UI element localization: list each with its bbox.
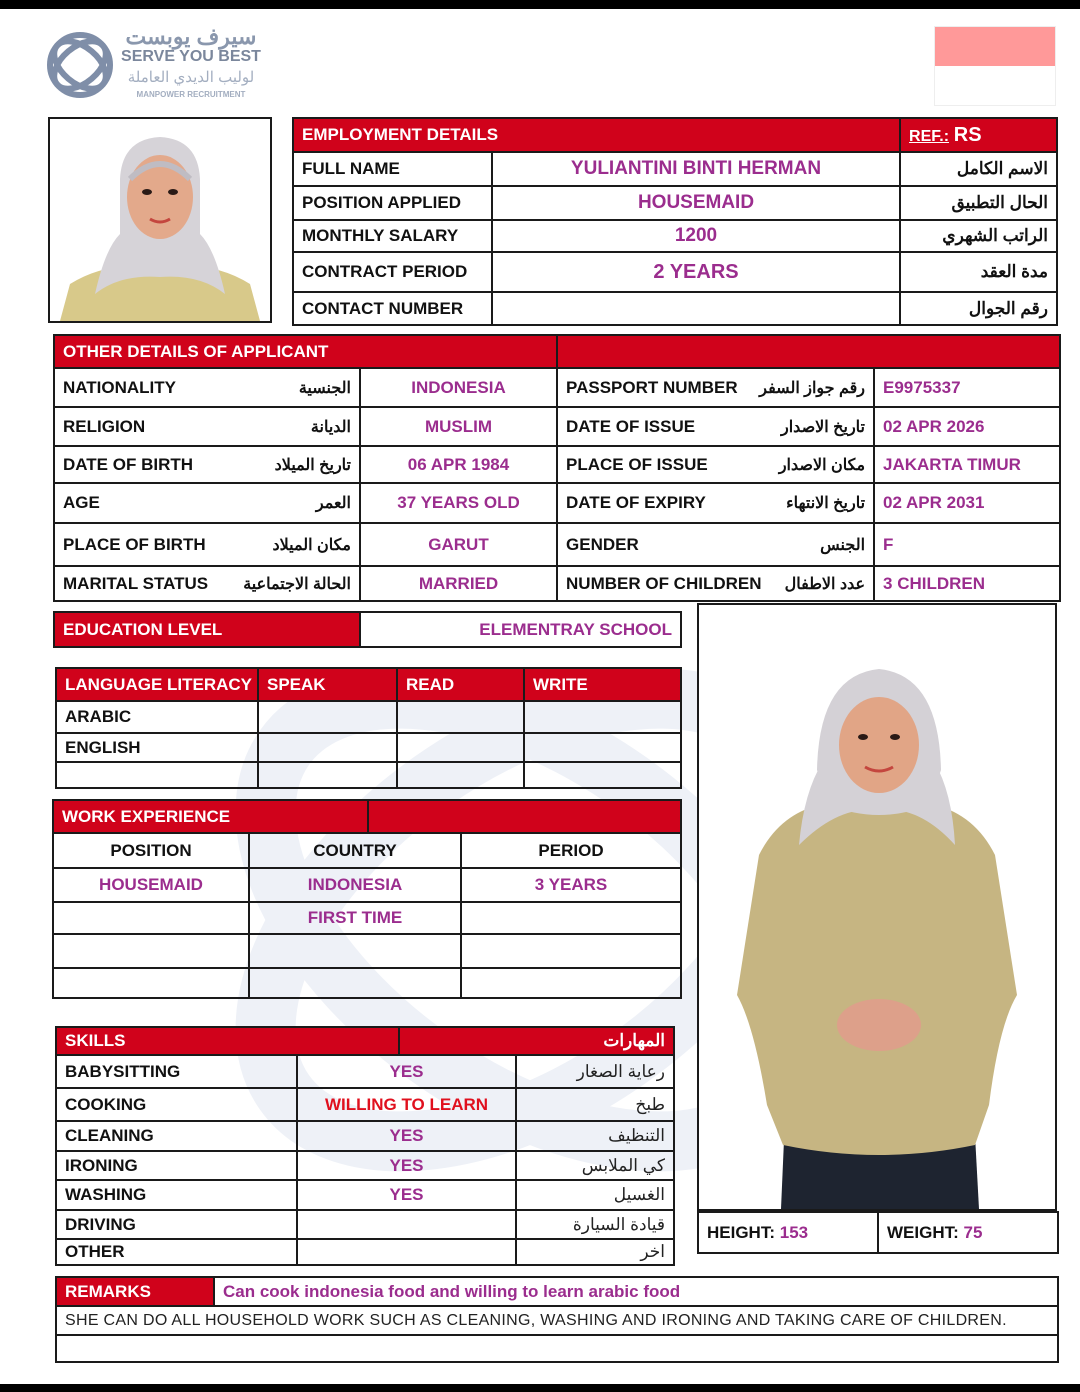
remarks-label: REMARKS (56, 1277, 214, 1306)
employment-details-table (292, 117, 1058, 326)
other-details-header-blank (557, 335, 1060, 368)
knot-logo-icon (44, 26, 116, 104)
passport-number-cell (557, 368, 874, 407)
language-name: ARABIC (56, 701, 258, 733)
ref-label: REF.: (909, 127, 950, 145)
gender-arabic: الجنس (820, 536, 866, 554)
age-cell (54, 483, 360, 523)
other-details-row (54, 407, 1060, 446)
place-of-birth-arabic: مكان الميلاد (272, 536, 351, 554)
weight-label: WEIGHT: (887, 1222, 959, 1242)
monthly-salary-value: 1200 (492, 220, 900, 252)
skill-arabic: رعاية الصغار (516, 1055, 674, 1088)
skills-table (55, 1026, 675, 1266)
education-table (53, 611, 682, 648)
position-applied-label: POSITION APPLIED (293, 186, 492, 220)
write-header: WRITE (524, 668, 681, 701)
work-country (249, 968, 461, 998)
work-position: HOUSEMAID (53, 868, 249, 902)
skill-value: YES (297, 1180, 516, 1210)
passport-number-label: PASSPORT NUMBER (566, 377, 738, 397)
number-of-children-cell (557, 566, 874, 601)
place-of-birth-label: PLACE OF BIRTH (63, 534, 206, 554)
place-of-birth-cell (54, 523, 360, 566)
contract-period-arabic: مدة العقد (900, 252, 1057, 292)
contact-number-value (492, 292, 900, 325)
language-speak (258, 733, 397, 762)
passport-number-value: E9975337 (874, 368, 1060, 407)
religion-arabic: الديانة (310, 418, 351, 436)
employment-row (293, 292, 1057, 325)
language-name (56, 762, 258, 788)
skill-label: CLEANING (56, 1121, 297, 1151)
place-of-issue-value: JAKARTA TIMUR (874, 446, 1060, 483)
country-column-header: COUNTRY (249, 833, 461, 868)
date-of-issue-cell (557, 407, 874, 446)
work-country: INDONESIA (249, 868, 461, 902)
date-of-expiry-arabic: تاريخ الانتهاء (786, 495, 866, 512)
height-cell (698, 1212, 878, 1253)
table-row (53, 902, 681, 934)
table-row (53, 934, 681, 968)
applicant-full-body-photo (697, 603, 1057, 1211)
date-of-expiry-cell (557, 483, 874, 523)
speak-header: SPEAK (258, 668, 397, 701)
date-of-birth-arabic: تاريخ الميلاد (274, 456, 351, 474)
work-position (53, 934, 249, 968)
position-applied-value: HOUSEMAID (492, 186, 900, 220)
language-literacy-header: LANGUAGE LITERACY (56, 668, 258, 701)
nationality-value: INDONESIA (360, 368, 557, 407)
full-name-label: FULL NAME (293, 152, 492, 186)
contract-period-value: 2 YEARS (492, 252, 900, 292)
skill-label: IRONING (56, 1151, 297, 1180)
gender-value: F (874, 523, 1060, 566)
skill-row (56, 1210, 674, 1239)
other-details-table (53, 334, 1061, 602)
height-value: 153 (779, 1222, 809, 1242)
date-of-birth-value: 06 APR 1984 (360, 446, 557, 483)
language-speak (258, 701, 397, 733)
logo-english-name: SERVE YOU BEST (121, 48, 261, 65)
skill-arabic: اخر (516, 1239, 674, 1265)
table-row (56, 733, 681, 762)
employment-row (293, 252, 1057, 292)
skill-label: WASHING (56, 1180, 297, 1210)
language-read (397, 762, 524, 788)
logo-arabic-name: سيرف يوبست (125, 24, 257, 49)
other-details-row (54, 368, 1060, 407)
language-name: ENGLISH (56, 733, 258, 762)
skill-value (297, 1239, 516, 1265)
date-of-expiry-label: DATE OF EXPIRY (566, 493, 706, 512)
work-position (53, 968, 249, 998)
date-of-birth-label: DATE OF BIRTH (63, 454, 194, 474)
employment-row (293, 186, 1057, 220)
applicant-portrait-photo (48, 117, 272, 323)
skill-arabic: طبخ (516, 1088, 674, 1121)
date-of-expiry-value: 02 APR 2031 (874, 483, 1060, 523)
skill-arabic: التنظيف (516, 1121, 674, 1151)
gender-cell (557, 523, 874, 566)
position-column-header: POSITION (53, 833, 249, 868)
flag-top-stripe (935, 27, 1055, 66)
date-of-issue-arabic: تاريخ الاصدار (781, 418, 866, 436)
date-of-issue-label: DATE OF ISSUE (566, 416, 696, 436)
skill-row (56, 1180, 674, 1210)
marital-status-label: MARITAL STATUS (63, 573, 209, 593)
education-level-label: EDUCATION LEVEL (54, 612, 360, 647)
place-of-issue-label: PLACE OF ISSUE (566, 454, 708, 474)
read-header: READ (397, 668, 524, 701)
indonesia-flag (934, 26, 1056, 106)
skill-row (56, 1121, 674, 1151)
age-arabic: العمر (315, 495, 351, 512)
nationality-label: NATIONALITY (63, 377, 177, 397)
marital-status-value: MARRIED (360, 566, 557, 601)
contract-period-label: CONTRACT PERIOD (293, 252, 492, 292)
table-row (53, 968, 681, 998)
skill-value: YES (297, 1151, 516, 1180)
work-experience-header-blank (368, 800, 681, 833)
other-details-header: OTHER DETAILS OF APPLICANT (54, 335, 557, 368)
monthly-salary-label: MONTHLY SALARY (293, 220, 492, 252)
remarks-line-2: SHE CAN DO ALL HOUSEHOLD WORK SUCH AS CLEANING, WASHING AND IRONING AND TAKING CARE OF CHILDREN. (56, 1306, 1058, 1335)
passport-number-arabic: رقم جواز السفر (759, 379, 866, 397)
employment-row (293, 220, 1057, 252)
work-country: FIRST TIME (249, 902, 461, 934)
other-details-row (54, 446, 1060, 483)
language-read (397, 733, 524, 762)
work-experience-table (52, 799, 682, 999)
skill-row (56, 1088, 674, 1121)
religion-value: MUSLIM (360, 407, 557, 446)
skill-label: DRIVING (56, 1210, 297, 1239)
place-of-issue-cell (557, 446, 874, 483)
weight-cell (878, 1212, 1058, 1253)
place-of-birth-value: GARUT (360, 523, 557, 566)
flag-bottom-stripe (935, 66, 1055, 105)
skill-row (56, 1239, 674, 1265)
nationality-arabic: الجنسية (298, 379, 351, 397)
number-of-children-value: 3 CHILDREN (874, 566, 1060, 601)
top-border (0, 0, 1080, 9)
marital-status-cell (54, 566, 360, 601)
remarks-table (55, 1276, 1059, 1363)
full-name-arabic: الاسم الكامل (900, 152, 1057, 186)
skill-value: WILLING TO LEARN (297, 1088, 516, 1121)
employment-row (293, 152, 1057, 186)
skill-arabic: الغسيل (516, 1180, 674, 1210)
logo-arabic-sub: لوليب الديدي العاملة (127, 69, 255, 86)
company-logo (44, 24, 264, 106)
full-name-value: YULIANTINI BINTI HERMAN (492, 152, 900, 186)
table-row (56, 701, 681, 733)
other-details-row (54, 483, 1060, 523)
bottom-border (0, 1384, 1080, 1392)
skill-value: YES (297, 1055, 516, 1088)
skills-header: SKILLS (56, 1027, 399, 1055)
religion-label: RELIGION (63, 416, 146, 436)
weight-value: 75 (963, 1222, 983, 1242)
measurements-table (697, 1211, 1059, 1254)
height-label: HEIGHT: (707, 1222, 775, 1242)
skill-label: COOKING (56, 1088, 297, 1121)
nationality-cell (54, 368, 360, 407)
employment-details-header: EMPLOYMENT DETAILS (293, 118, 900, 152)
skill-value: YES (297, 1121, 516, 1151)
skill-arabic: قيادة السيارة (516, 1210, 674, 1239)
skill-row (56, 1055, 674, 1088)
table-row (53, 868, 681, 902)
skill-value (297, 1210, 516, 1239)
date-of-birth-cell (54, 446, 360, 483)
work-period (461, 968, 681, 998)
table-row (56, 762, 681, 788)
ref-cell (900, 118, 1057, 152)
skill-label: BABYSITTING (56, 1055, 297, 1088)
gender-label: GENDER (566, 534, 639, 554)
number-of-children-arabic: عدد الاطفال (784, 575, 866, 593)
education-level-value: ELEMENTRAY SCHOOL (360, 612, 681, 647)
language-read (397, 701, 524, 733)
skill-label: OTHER (56, 1239, 297, 1265)
work-period: 3 YEARS (461, 868, 681, 902)
age-value: 37 YEARS OLD (360, 483, 557, 523)
age-label: AGE (63, 493, 100, 512)
work-period (461, 934, 681, 968)
number-of-children-label: NUMBER OF CHILDREN (566, 573, 762, 593)
other-details-row (54, 523, 1060, 566)
place-of-issue-arabic: مكان الاصدار (778, 456, 866, 474)
skills-header-arabic: المهارات (399, 1027, 674, 1055)
date-of-issue-value: 02 APR 2026 (874, 407, 1060, 446)
work-experience-header: WORK EXPERIENCE (53, 800, 368, 833)
language-write (524, 762, 681, 788)
position-applied-arabic: الحال التطبيق (900, 186, 1057, 220)
contact-number-arabic: رقم الجوال (900, 292, 1057, 325)
language-write (524, 701, 681, 733)
skill-row (56, 1151, 674, 1180)
language-write (524, 733, 681, 762)
remarks-line-3 (56, 1335, 1058, 1362)
period-column-header: PERIOD (461, 833, 681, 868)
other-details-row (54, 566, 1060, 601)
skill-arabic: كي الملابس (516, 1151, 674, 1180)
work-period (461, 902, 681, 934)
religion-cell (54, 407, 360, 446)
work-country (249, 934, 461, 968)
language-speak (258, 762, 397, 788)
remarks-line-1: Can cook indonesia food and willing to learn arabic food (214, 1277, 1058, 1306)
ref-value: RS (953, 123, 982, 146)
language-literacy-table (55, 667, 682, 789)
contact-number-label: CONTACT NUMBER (293, 292, 492, 325)
monthly-salary-arabic: الراتب الشهري (900, 220, 1057, 252)
work-position (53, 902, 249, 934)
marital-status-arabic: الحالة الاجتماعية (243, 575, 351, 593)
logo-english-sub: MANPOWER RECRUITMENT (136, 90, 246, 99)
